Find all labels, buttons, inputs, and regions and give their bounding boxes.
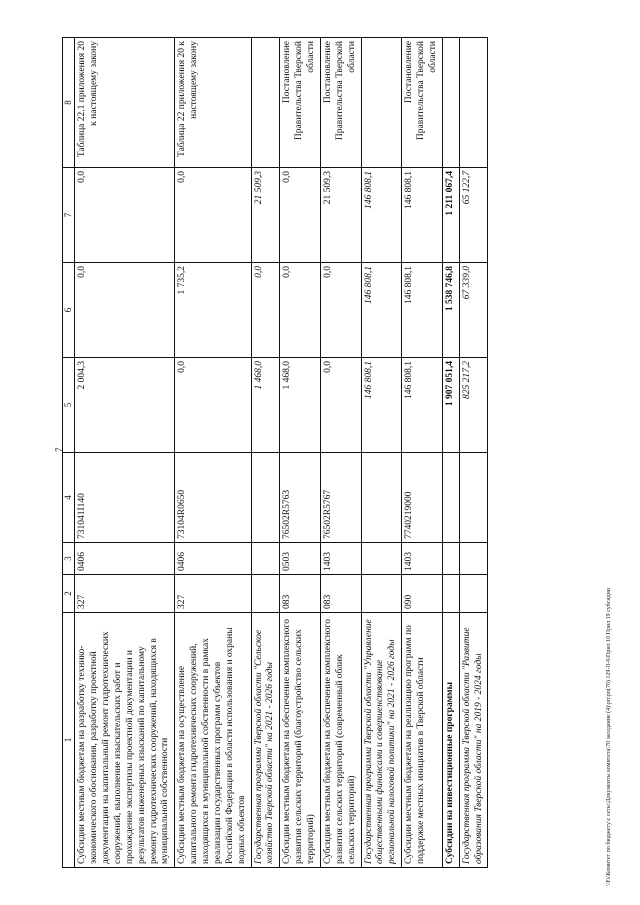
section-code-cell: 0406 — [75, 543, 175, 575]
description-cell: Субсидии местным бюджетам на реализацию программ по поддержке местных инициатив в Тверской области — [402, 613, 443, 868]
table-row — [402, 38, 443, 868]
admin-code-cell: 083 — [280, 575, 321, 613]
amount-2023-cell: 0,0 — [320, 358, 361, 453]
section-code-cell — [361, 543, 402, 575]
amount-2023-cell: 146 808,1 — [402, 358, 443, 453]
amount-2024-cell: 146 808,1 — [402, 263, 443, 358]
amount-2025-cell: 0,0 — [280, 168, 321, 263]
table-body — [75, 38, 488, 868]
amount-2024-cell: 1 538 746,8 — [442, 263, 459, 358]
footer-path: \\Fs\Комитет по бюджету\с сеты\Документы комитета\70 заседание (4)\рп\рп(70) 129-II-6\Прил 10 Прил 19 субсидии — [606, 587, 612, 886]
amount-2024-cell: 67 339,0 — [459, 263, 488, 358]
section-code-cell — [459, 543, 488, 575]
section-code-cell — [442, 543, 459, 575]
basis-cell: Постановление Правительства Тверской области — [320, 38, 361, 168]
admin-code-cell: 083 — [320, 575, 361, 613]
amount-2024-cell: 0,0 — [320, 263, 361, 358]
section-code-cell: 1403 — [320, 543, 361, 575]
admin-code-cell — [442, 575, 459, 613]
basis-cell — [442, 38, 459, 168]
basis-cell: Таблица 22.1 приложения 20 к настоящему закону — [75, 38, 175, 168]
amount-2023-cell: 825 217,2 — [459, 358, 488, 453]
subsidies-table — [62, 37, 488, 868]
basis-cell — [459, 38, 488, 168]
amount-2023-cell: 1 468,0 — [251, 358, 280, 453]
amount-2025-cell: 0,0 — [75, 168, 175, 263]
header-cell: 8 — [63, 38, 75, 168]
description-cell: Субсидии местным бюджетам на обеспечение комплексного развития сельских территорий (благоустройство сельских территорий) — [280, 613, 321, 868]
basis-cell — [251, 38, 280, 168]
description-cell: Субсидии местным бюджетам на осуществление капитального ремонта гидротехнических сооружений, находящихся в муниципальной собственности в рамках реализации государственных программ субъектов Российской Федерации в области использования и охраны водных объектов — [175, 613, 251, 868]
admin-code-cell: 327 — [175, 575, 251, 613]
description-cell: Субсидии местным бюджетам на обеспечение комплексного развития сельских территорий (современный облик сельских территорий) — [320, 613, 361, 868]
section-code-cell — [251, 543, 280, 575]
description-cell: Субсидии местным бюджетам на разработку технико-экономического обоснования, разработку проектной документации на капитальный ремонт гидротехнических сооружений, выполнение изыскательских работ и прохождение экспертизы проектной документации и результатов инженерных изысканий по капитальному ремонту гидротехнических сооружений, находящихся в муниципальной собственности — [75, 613, 175, 868]
section-code-cell: 1403 — [402, 543, 443, 575]
amount-2024-cell: 0,0 — [280, 263, 321, 358]
header-row — [63, 38, 75, 868]
header-cell: 5 — [63, 358, 75, 453]
target-code-cell: 73104R0650 — [175, 453, 251, 543]
description-cell: Государственная программа Тверской области "Сельское хозяйство Тверской области" на 2021 - 2026 годы — [251, 613, 280, 868]
description-cell: Государственная программа Тверской области "Развитие образования Тверской области" на 2019 - 2024 годы — [459, 613, 488, 868]
target-code-cell — [361, 453, 402, 543]
admin-code-cell — [251, 575, 280, 613]
header-cell: 7 — [63, 168, 75, 263]
amount-2024-cell: 146 808,1 — [361, 263, 402, 358]
target-code-cell: 76502R5763 — [280, 453, 321, 543]
header-cell: 1 — [63, 613, 75, 868]
amount-2023-cell: 146 808,1 — [361, 358, 402, 453]
target-code-cell: 76502R5767 — [320, 453, 361, 543]
target-code-cell — [442, 453, 459, 543]
amount-2025-cell: 21 509,3 — [320, 168, 361, 263]
header-cell: 2 — [63, 575, 75, 613]
amount-2025-cell: 0,0 — [175, 168, 251, 263]
amount-2025-cell: 21 509,3 — [251, 168, 280, 263]
basis-cell: Постановление Правительства Тверской области — [280, 38, 321, 168]
amount-2025-cell: 146 808,1 — [361, 168, 402, 263]
section-code-cell: 0503 — [280, 543, 321, 575]
table-row — [175, 38, 251, 868]
table-row — [320, 38, 361, 868]
amount-2025-cell: 146 808,1 — [402, 168, 443, 263]
amount-2025-cell: 65 122,7 — [459, 168, 488, 263]
table-row — [442, 38, 459, 868]
basis-cell: Таблица 22 приложения 20 к настоящему закону — [175, 38, 251, 168]
description-cell: Государственная программа Тверской области "Управление общественными финансами и совершенствование региональной налоговой политики" на 2021 - 2026 годы — [361, 613, 402, 868]
target-code-cell — [251, 453, 280, 543]
amount-2023-cell: 1 468,0 — [280, 358, 321, 453]
basis-cell: Постановление Правительства Тверской области — [402, 38, 443, 168]
table-row — [75, 38, 175, 868]
admin-code-cell: 327 — [75, 575, 175, 613]
amount-2023-cell: 2 004,3 — [75, 358, 175, 453]
section-code-cell: 0406 — [175, 543, 251, 575]
rotated-page — [62, 38, 562, 868]
amount-2025-cell: 1 211 067,4 — [442, 168, 459, 263]
table-row — [251, 38, 280, 868]
header-cell: 3 — [63, 543, 75, 575]
basis-cell — [361, 38, 402, 168]
amount-2024-cell: 0,0 — [75, 263, 175, 358]
description-cell: Субсидии на инвестиционные программы — [442, 613, 459, 868]
target-code-cell — [459, 453, 488, 543]
table-row — [459, 38, 488, 868]
amount-2023-cell: 1 907 051,4 — [442, 358, 459, 453]
table-row — [361, 38, 402, 868]
header-cell: 6 — [63, 263, 75, 358]
table-row — [280, 38, 321, 868]
amount-2023-cell: 0,0 — [175, 358, 251, 453]
amount-2024-cell: 1 735,2 — [175, 263, 251, 358]
header-cell: 4 — [63, 453, 75, 543]
admin-code-cell — [361, 575, 402, 613]
target-code-cell: 731041I140 — [75, 453, 175, 543]
amount-2024-cell: 0,0 — [251, 263, 280, 358]
target-code-cell: 7740219000 — [402, 453, 443, 543]
page-number: 7 — [54, 447, 64, 452]
admin-code-cell: 090 — [402, 575, 443, 613]
admin-code-cell — [459, 575, 488, 613]
